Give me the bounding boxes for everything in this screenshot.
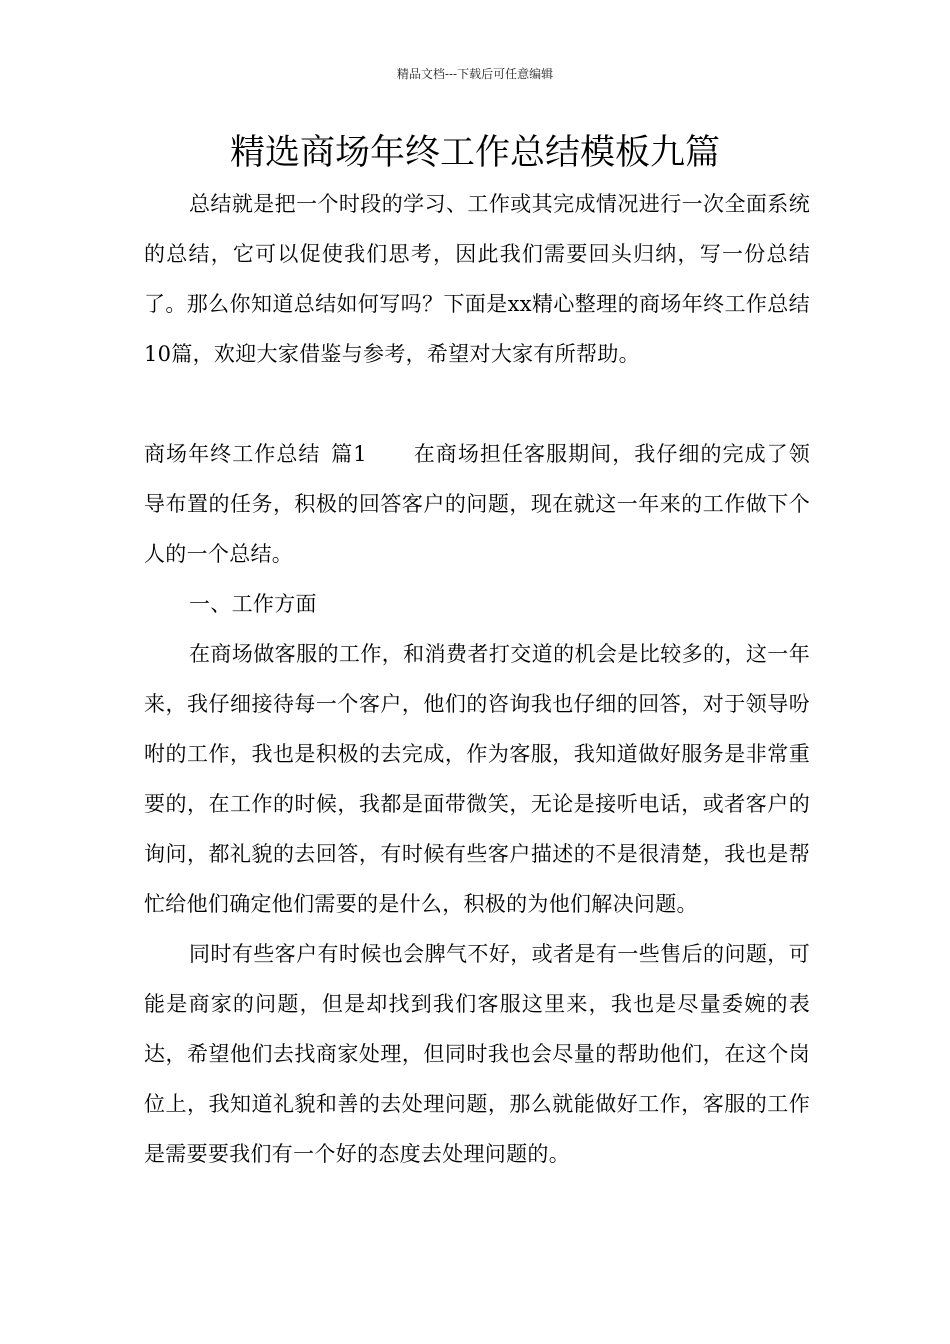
document-body [144,179,810,1179]
section-1-paragraph-2: 同时有些客户有时候也会脾气不好，或者是有一些售后的问题，可能是商家的问题，但是却找到我们客服这里来，我也是尽量委婉的表达，希望他们去找商家处理，但同时我也会尽量的帮助他们，在这个岗位上，我知道礼貌和善的去处理问题，那么就能做好工作，客服的工作是需要要我们有一个好的态度去处理问题的。 [144,942,810,1166]
section-1-paragraph-1: 在商场做客服的工作，和消费者打交道的机会是比较多的，这一年来，我仔细接待每一个客户，他们的咨询我也仔细的回答，对于领导吩咐的工作，我也是积极的去完成，作为客服，我知道做好服务是非常重要的，在工作的时候，我都是面带微笑，无论是接听电话，或者客户的询问，都礼貌的去回答，有时候有些客户描述的不是很清楚，我也是帮忙给他们确定他们需要的是什么，积极的为他们解决问题。 [144,642,810,916]
document-title: 精选商场年终工作总结模板九篇 [229,133,720,173]
section-1-heading: 一、工作方面 [189,592,317,616]
section-1-lead-text: 在商场担任客服期间，我仔细的完成了领导布置的任务，积极的回答客户的问题，现在就这一年来的工作做下个人的一个总结。 [144,442,810,566]
section-1-number: 篇1 [330,442,367,466]
section-1-label: 商场年终工作总结 [144,442,321,466]
paragraph-gap [144,379,810,429]
section-1-lead [144,429,810,579]
intro-paragraph: 总结就是把一个时段的学习、工作或其完成情况进行一次全面系统的总结，它可以促使我们思考，因此我们需要回头归纳，写一份总结了。那么你知道总结如何写吗？下面是xx精心整理的商场年终工作总结10篇，欢迎大家借鉴与参考，希望对大家有所帮助。 [144,192,810,366]
page-header: 精品文档---下载后可任意编辑 [396,67,554,81]
